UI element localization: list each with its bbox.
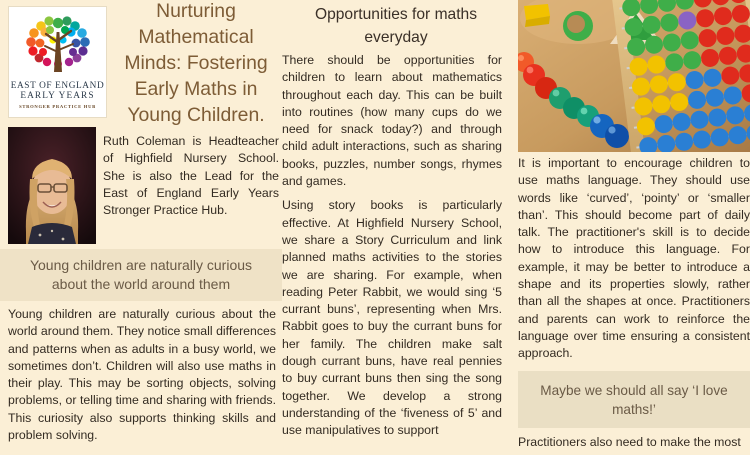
middle-paragraph-1: There should be opportunities for children to learn about mathematics throughout each day. This can be built into routines (how many cups do we need for snack today?) and through child adult interactions, such as sharing books, puzzles, number songs, rhymes and games. [282, 53, 502, 189]
right-column-paragraph-1: It is important to encourage children to use maths language. They should use words like ‘curved’, ‘pointy’ or ‘smaller than’. This should become part of daily talk. The practitioner's skill is to decide how to introduce this language. For example, it may be better to introduce a shape and its properties slowly, rather than all the shapes at once. Practitioners and parents can work to reinforce the language over time ensuring a consistent approach. [518, 156, 750, 361]
logo-line-3: STRONGER PRACTICE HUB [19, 104, 96, 110]
right-column-paragraph-2: Practitioners also need to make the most [518, 435, 741, 449]
pull-quote-right [518, 371, 750, 428]
pull-quote-right-text: Maybe we should all say ‘I love maths!’ [540, 382, 728, 417]
logo-line-1: EAST OF ENGLAND [10, 81, 105, 91]
right-column [510, 0, 750, 455]
logo-line-2: EARLY YEARS [20, 91, 95, 102]
abacus-photo [518, 0, 750, 152]
left-column-paragraph: Young children are naturally curious about the world around them. They notice small differences and patterns when as adults in a busy world, we sometimes don’t. Children will also use maths in their play. This may be sorting objects, solving problems, or telling time and sharing with friends. This curiosity also supports thinking skills and problem solving. [8, 307, 276, 443]
avatar [8, 127, 96, 244]
pull-quote-left [0, 249, 282, 301]
middle-column [282, 0, 510, 455]
middle-paragraph-2: Using story books is particularly effective. At Highfield Nursery School, we share a Story Curriculum and link planned maths activities to the stories we are sharing. For example, when reading Peter Rabbit, we would sing ‘5 currant buns’, representing when Mrs. Rabbit goes to buy the currant buns for her family. The children make salt dough currant buns, have real pennies to buy currant buns then sing the song together. We develop a strong understanding of the ‘fiveness of 5’ and use manipulatives to support [282, 198, 502, 438]
left-column [0, 0, 282, 455]
pull-quote-left-text: Young children are naturally curious about the world around them [29, 257, 253, 292]
page-title: Nurturing Mathematical Minds: Fostering Early Maths in Young Children. [124, 0, 268, 126]
organisation-logo [8, 6, 107, 118]
middle-column-body [282, 52, 502, 440]
section-heading-opportunities: Opportunities for maths everyday [314, 6, 478, 46]
rainbow-tree-icon [21, 10, 95, 80]
author-bio: Ruth Coleman is Headteacher of Highfield Nursery School. She is also the Lead for the East of England Early Years Stronger Practice Hub. [103, 134, 279, 218]
logo-wordmark [11, 81, 105, 109]
